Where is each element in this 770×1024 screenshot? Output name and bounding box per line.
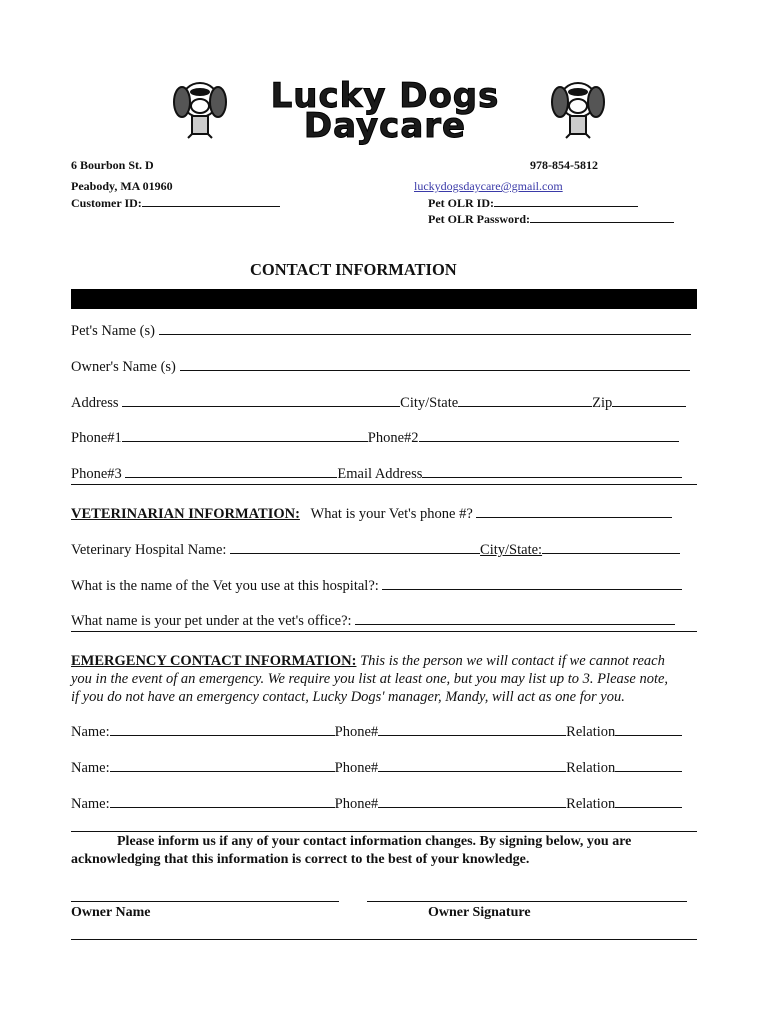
pets-name-label: Pet's Name (s)	[71, 323, 155, 339]
emergency-contact-row	[71, 795, 682, 813]
email-label: Email Address	[337, 466, 423, 482]
vet-phone-field[interactable]	[476, 505, 672, 518]
emergency-text1: This is the person we will contact if we cannot reach	[360, 653, 665, 669]
emergency-phone-field[interactable]	[378, 759, 566, 772]
emergency-relation-field[interactable]	[615, 795, 682, 808]
emergency-text2: you in the event of an emergency. We require you list at least one, but you may list up to 3. Please note,	[71, 671, 669, 687]
zip-label: Zip	[592, 395, 613, 411]
emergency-text3: if you do not have an emergency contact, Lucky Dogs' manager, Mandy, will act as one for you.	[71, 689, 625, 705]
notice-line1: Please inform us if any of your contact information changes. By signing below, you are	[117, 834, 632, 849]
owner-name-line[interactable]	[71, 901, 339, 902]
emergency-relation-label: Relation	[566, 760, 616, 776]
phone1-label: Phone#1	[71, 430, 122, 446]
vet-heading-row	[71, 505, 672, 523]
city-address: Peabody, MA 01960	[71, 179, 173, 193]
emergency-relation-label: Relation	[566, 796, 616, 812]
owners-name-row	[71, 358, 690, 376]
business-email[interactable]	[414, 178, 563, 194]
address-label: Address	[71, 395, 119, 411]
pet-olr-password-label: Pet OLR Password:	[428, 212, 530, 226]
pet-olr-password	[428, 210, 674, 227]
owner-signature-label: Owner Signature	[428, 905, 531, 920]
city-state-field[interactable]	[458, 394, 592, 407]
emergency-phone-label: Phone#	[334, 760, 379, 776]
emergency-line1	[71, 652, 665, 670]
emergency-name-field[interactable]	[110, 759, 335, 772]
customer-id-field[interactable]	[142, 194, 280, 207]
bottom-divider	[71, 939, 697, 940]
business-phone: 978-854-5812	[530, 158, 598, 172]
email-field[interactable]	[422, 465, 682, 478]
owner-name-label: Owner Name	[71, 905, 151, 920]
vet-name-label: What is the name of the Vet you use at this hospital?:	[71, 578, 379, 594]
section-divider	[71, 484, 697, 485]
emergency-phone-field[interactable]	[378, 723, 566, 736]
street-address: 6 Bourbon St. D	[71, 158, 154, 172]
vet-city-state-field[interactable]	[542, 541, 680, 554]
phone1-field[interactable]	[122, 429, 368, 442]
emergency-name-label: Name:	[71, 724, 110, 740]
emergency-name-label: Name:	[71, 760, 110, 776]
pets-name-row	[71, 322, 691, 340]
emergency-phone-field[interactable]	[378, 795, 566, 808]
pet-olr-password-field[interactable]	[530, 210, 674, 223]
title-bar	[71, 289, 697, 309]
pet-olr-id	[428, 194, 638, 211]
vet-name-field[interactable]	[382, 577, 682, 590]
emergency-name-label: Name:	[71, 796, 110, 812]
notice-line2: acknowledging that this information is correct to the best of your knowledge.	[71, 852, 530, 867]
vet-city-state-label: City/State:	[480, 542, 543, 558]
phone3-field[interactable]	[125, 465, 337, 478]
phone2-label: Phone#2	[367, 430, 419, 446]
owner-signature-line[interactable]	[367, 901, 687, 902]
pets-name-field[interactable]	[159, 322, 691, 335]
phone-row-2	[71, 465, 682, 483]
dog-right-icon	[550, 78, 606, 140]
owners-name-label: Owner's Name (s)	[71, 359, 176, 375]
vet-pet-name-row	[71, 612, 675, 630]
customer-id	[71, 194, 280, 211]
customer-id-label: Customer ID:	[71, 196, 142, 210]
emergency-name-field[interactable]	[110, 795, 335, 808]
address-field[interactable]	[122, 394, 400, 407]
dog-left-icon	[172, 78, 228, 140]
emergency-relation-field[interactable]	[615, 723, 682, 736]
emergency-heading: EMERGENCY CONTACT INFORMATION:	[71, 653, 357, 669]
vet-heading: VETERINARIAN INFORMATION:	[71, 506, 300, 522]
emergency-phone-label: Phone#	[334, 724, 379, 740]
vet-hospital-row	[71, 541, 680, 559]
page-title: CONTACT INFORMATION	[250, 260, 457, 279]
email-link[interactable]: luckydogsdaycare@gmail.com	[414, 179, 563, 193]
vet-hospital-label: Veterinary Hospital Name:	[71, 542, 227, 558]
phone-row-1	[71, 429, 679, 447]
phone2-field[interactable]	[419, 429, 679, 442]
phone3-label: Phone#3	[71, 466, 122, 482]
owners-name-field[interactable]	[180, 358, 690, 371]
pet-olr-id-field[interactable]	[494, 194, 638, 207]
vet-phone-label: What is your Vet's phone #?	[310, 506, 473, 522]
vet-hospital-field[interactable]	[230, 541, 480, 554]
emergency-phone-label: Phone#	[334, 796, 379, 812]
logo-line2: Daycare	[303, 106, 467, 146]
logo-line1: Lucky Dogs	[270, 76, 500, 116]
emergency-contact-row	[71, 759, 682, 777]
emergency-contact-row	[71, 723, 682, 741]
section-divider	[71, 631, 697, 632]
logo	[170, 74, 600, 146]
vet-pet-name-field[interactable]	[355, 612, 675, 625]
pet-olr-id-label: Pet OLR ID:	[428, 196, 494, 210]
vet-name-row	[71, 577, 682, 595]
city-state-label: City/State	[400, 395, 459, 411]
emergency-relation-field[interactable]	[615, 759, 682, 772]
zip-field[interactable]	[612, 394, 686, 407]
emergency-relation-label: Relation	[566, 724, 616, 740]
emergency-name-field[interactable]	[110, 723, 335, 736]
section-divider	[71, 831, 697, 832]
vet-pet-name-label: What name is your pet under at the vet's office?:	[71, 613, 352, 629]
address-row	[71, 394, 686, 412]
